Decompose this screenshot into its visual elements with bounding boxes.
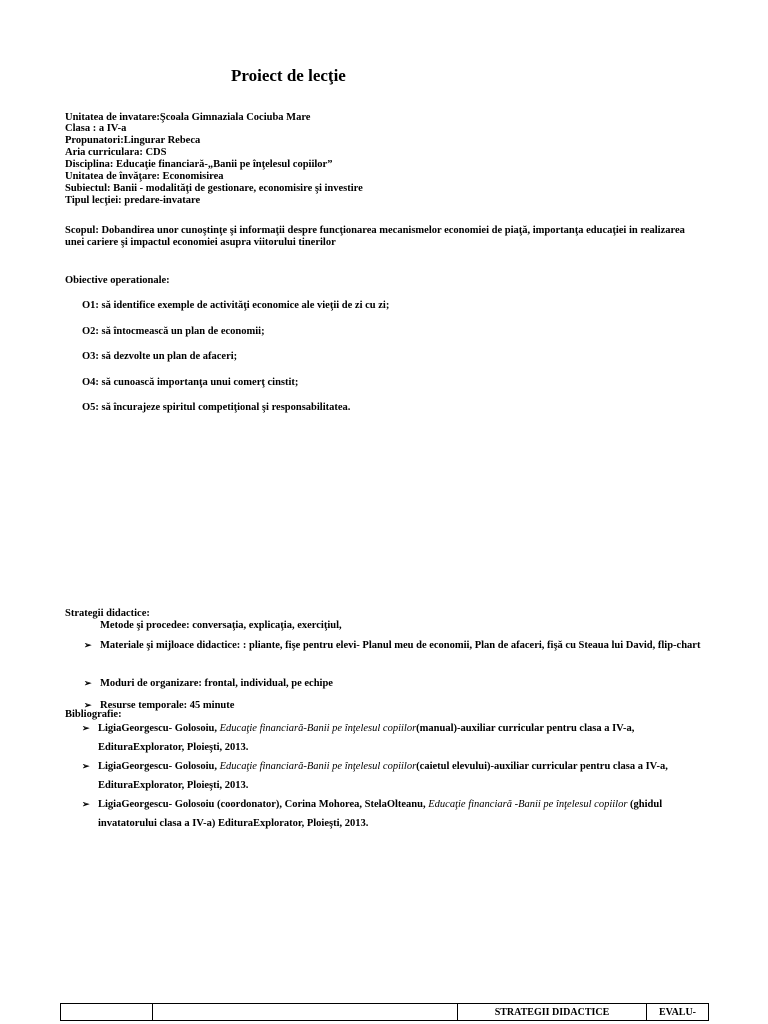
table-header-strategies: STRATEGII DIDACTICE [458, 1004, 647, 1021]
meta-line-teacher: Propunatori:Lingurar Rebeca [65, 135, 201, 146]
scope-paragraph: Scopul: Dobandirea unor cunoştinţe şi informaţii despre funcţionarea mecanismelor economiei de piaţă, importanţa educaţiei in realizarea unei cariere şi impactul economiei asupra viitorului tinerilor [65, 225, 685, 248]
bib-author: LigiaGeorgescu- Golosoiu, [98, 723, 220, 734]
bib-title: Educaţie financiară-Banii pe înţelesul copiilor [219, 723, 417, 734]
strategy-item-time [84, 696, 720, 715]
strategy-item-label: Resurse temporale: 45 minute [100, 700, 235, 711]
strategy-item-organization [84, 674, 720, 693]
arrow-bullet-icon: ➢ [82, 723, 90, 733]
bibliography-item [82, 719, 718, 757]
arrow-bullet-icon: ➢ [84, 700, 92, 710]
lesson-table-header [60, 1003, 709, 1021]
meta-line-learning-unit: Unitatea de învăţare: Economisirea [65, 171, 224, 182]
bib-title: Educaţie financiară -Banii pe înţelesul copiilor [428, 799, 628, 810]
meta-line-unit: Unitatea de invatare:Şcoala Gimnaziala Cociuba Mare [65, 112, 311, 123]
objective-o1: O1: să identifice exemple de activităţi economice ale vieţii de zi cu zi; [82, 300, 390, 311]
arrow-bullet-icon: ➢ [84, 678, 92, 688]
meta-line-class: Clasa : a IV-a [65, 123, 127, 134]
meta-line-discipline: Disciplina: Educaţie financiară-„Banii pe înţelesul copiilor” [65, 159, 333, 170]
strategy-item-materials [84, 636, 720, 655]
bib-details: (caietul elevului)-auxiliar curricular pentru clasa a IV-a, EdituraExplorator, Ploieşti, 2013. [98, 761, 668, 791]
bibliography-heading: Bibliografie: [65, 709, 122, 720]
bibliography-item [82, 795, 718, 833]
table-row [61, 1004, 709, 1021]
arrow-bullet-icon: ➢ [82, 799, 90, 809]
table-cell-empty [61, 1004, 153, 1021]
strategies-methods: Metode şi procedee: conversaţia, explicaţia, exerciţiul, [100, 620, 342, 631]
bib-author: LigiaGeorgescu- Golosoiu (coordonator), Corina Mohorea, StelaOlteanu, [98, 799, 429, 810]
bib-title: Educaţie financiară-Banii pe înţelesul copiilor [219, 761, 417, 772]
bib-details: (ghidul invatatorului clasa a IV-a) EdituraExplorator, Ploieşti, 2013. [98, 799, 663, 829]
objective-o4: O4: să cunoască importanţa unui comerţ cinstit; [82, 377, 299, 388]
strategy-item-label: Materiale şi mijloace didactice: : pliante, fişe pentru elevi- Planul meu de economii, Plan de afaceri, fişă cu Steaua lui David, flip-chart [100, 640, 701, 651]
bib-author: LigiaGeorgescu- Golosoiu, [98, 761, 220, 772]
meta-line-subject: Subiectul: Banii - modalităţi de gestionare, economisire şi investire [65, 183, 363, 194]
page-title: Proiect de lecţie [231, 66, 346, 85]
arrow-bullet-icon: ➢ [84, 640, 92, 650]
meta-line-area: Aria curriculara: CDS [65, 147, 167, 158]
arrow-bullet-icon: ➢ [82, 761, 90, 771]
bibliography-item [82, 757, 718, 795]
objective-o3: O3: să dezvolte un plan de afaceri; [82, 351, 238, 362]
strategies-heading: Strategii didactice: [65, 608, 150, 619]
objective-o2: O2: să întocmească un plan de economii; [82, 326, 265, 337]
strategy-item-label: Moduri de organizare: frontal, individual, pe echipe [100, 678, 333, 689]
objective-o5: O5: să încurajeze spiritul competiţional şi responsabilitatea. [82, 402, 351, 413]
table-header-evaluation: EVALU- [647, 1004, 709, 1021]
objectives-heading: Obiective operationale: [65, 275, 170, 286]
bib-details: (manual)-auxiliar curricular pentru clasa a IV-a, EdituraExplorator, Ploieşti, 2013. [98, 723, 635, 753]
meta-line-lesson-type: Tipul lecţiei: predare-invatare [65, 195, 201, 206]
table-cell-empty [153, 1004, 458, 1021]
